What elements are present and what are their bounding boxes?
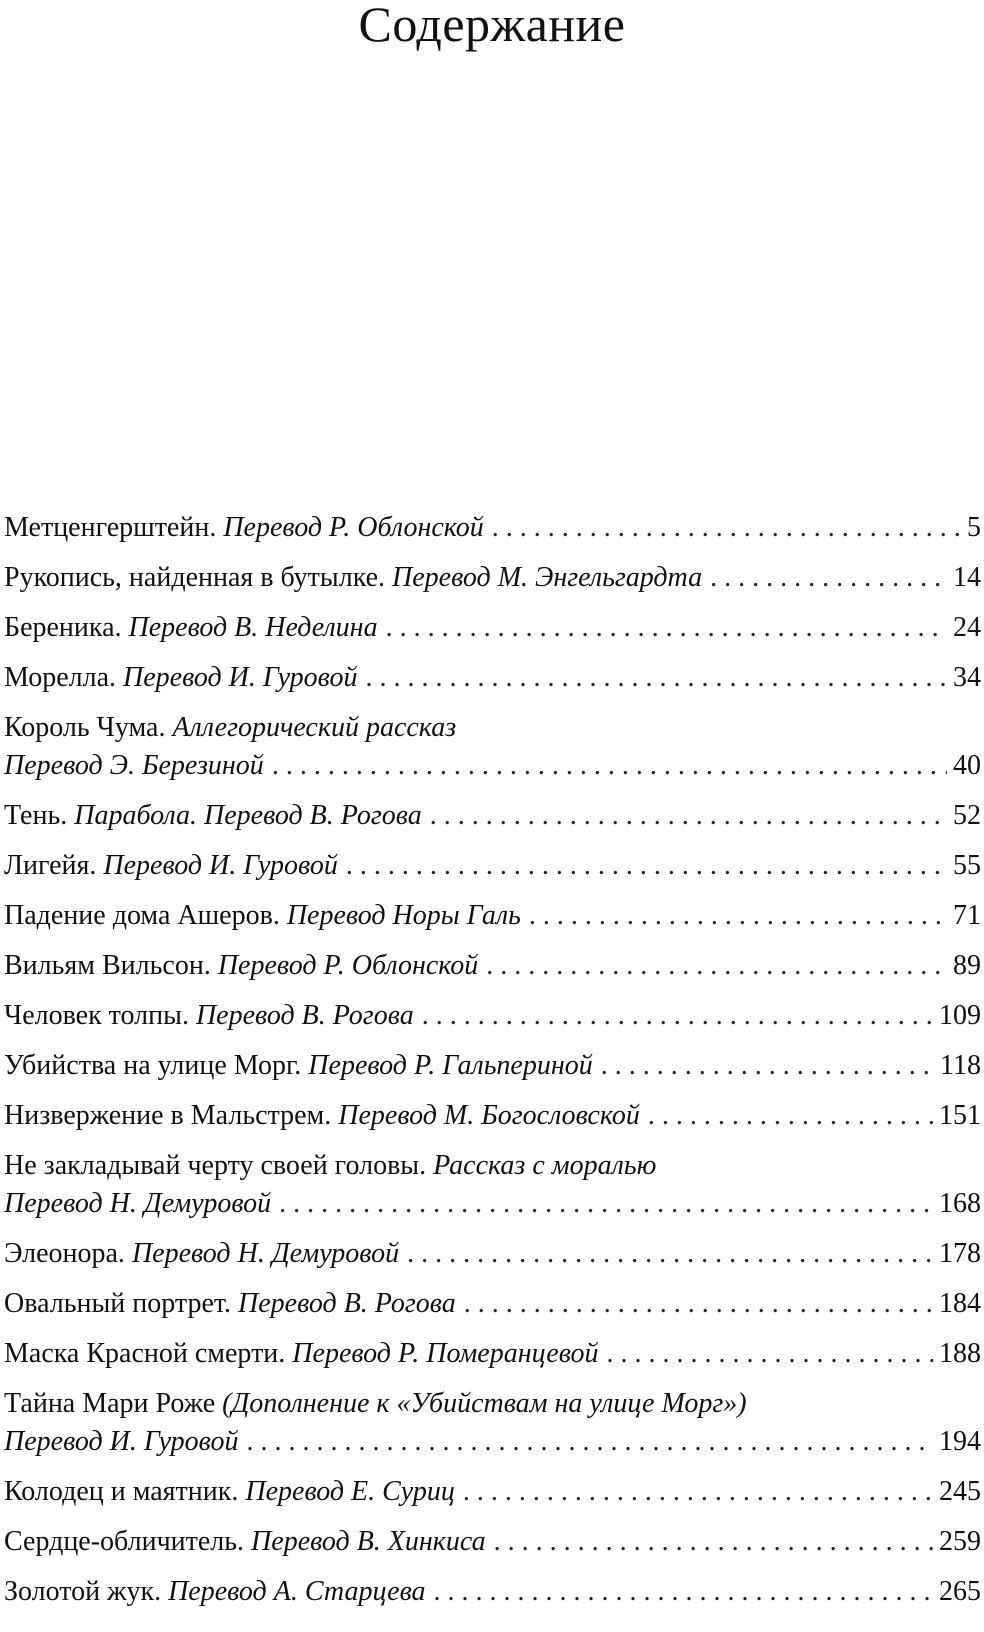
toc-entry-page: 55 [953, 850, 981, 881]
toc-entry-translator: Перевод М. Энгельгардта [392, 562, 703, 593]
toc-entry[interactable] [4, 1573, 981, 1611]
dot-leader [463, 1473, 933, 1511]
toc-entry-translator: Перевод Е. Суриц [245, 1476, 455, 1507]
toc-entry-page: 109 [939, 1000, 981, 1031]
toc-entry-page: 151 [939, 1100, 981, 1131]
toc-entry[interactable] [4, 1285, 981, 1323]
toc-entry-translator: Перевод В. Рогова [195, 1000, 414, 1031]
toc-entry-title: Тайна Мари Роже [4, 1388, 216, 1419]
toc-entry[interactable] [4, 797, 981, 835]
toc-entry-page: 194 [939, 1426, 981, 1457]
table-of-contents [4, 509, 981, 1623]
dot-leader [601, 1047, 934, 1085]
dot-leader [529, 897, 947, 935]
dot-leader [494, 1523, 933, 1561]
toc-entry[interactable] [4, 1523, 981, 1561]
toc-entry-translator: Перевод М. Богословской [338, 1100, 640, 1131]
toc-entry-title: Человек толпы. [4, 1000, 189, 1031]
toc-entry-translator: Перевод И. Гуровой [123, 662, 358, 693]
toc-entry[interactable] [4, 897, 981, 935]
toc-entry-page: 168 [939, 1188, 981, 1219]
dot-leader [464, 1285, 933, 1323]
toc-entry-translator: Перевод Н. Демуровой [4, 1188, 272, 1219]
toc-entry-translator: Перевод Р. Гальпериной [308, 1050, 593, 1081]
page-title: Содержание [358, 0, 626, 52]
toc-entry-translator: Перевод В. Рогова [238, 1288, 456, 1319]
dot-leader [386, 609, 947, 647]
toc-entry-title: Элеонора. [4, 1238, 125, 1269]
toc-entry-translator: Перевод Р. Померанцевой [292, 1338, 599, 1369]
toc-entry-page: 184 [939, 1288, 981, 1319]
dot-leader [246, 1423, 933, 1461]
toc-entry-translator: Парабола. Перевод В. Рогова [74, 800, 422, 831]
toc-entry-subtitle: (Дополнение к «Убийствам на улице Морг») [222, 1388, 747, 1419]
toc-entry-page: 40 [953, 750, 981, 781]
dot-leader [430, 797, 947, 835]
toc-entry-translator: Перевод Р. Облонской [223, 512, 484, 543]
toc-entry-page: 24 [953, 612, 981, 643]
toc-entry-page: 52 [953, 800, 981, 831]
toc-entry[interactable] [4, 559, 981, 597]
toc-entry-page: 178 [939, 1238, 981, 1269]
dot-leader [648, 1097, 933, 1135]
toc-entry[interactable] [4, 1097, 981, 1135]
toc-entry[interactable] [4, 997, 981, 1035]
toc-entry-title: Метценгерштейн. [4, 512, 217, 543]
toc-entry[interactable] [4, 609, 981, 647]
toc-entry-translator: Перевод И. Гуровой [103, 850, 338, 881]
dot-leader [607, 1335, 933, 1373]
toc-entry-title: Береника. [4, 612, 122, 643]
toc-entry-title: Золотой жук. [4, 1576, 162, 1607]
toc-entry-page: 14 [953, 562, 981, 593]
toc-entry-translator: Перевод И. Гуровой [4, 1426, 239, 1457]
toc-entry-title: Колодец и маятник. [4, 1476, 239, 1507]
dot-leader [365, 659, 947, 697]
toc-entry-title: Низвержение в Мальстрем. [4, 1100, 332, 1131]
toc-entry[interactable] [4, 1335, 981, 1373]
dot-leader [346, 847, 947, 885]
toc-entry-title: Сердце-обличитель. [4, 1526, 245, 1557]
toc-entry[interactable] [4, 847, 981, 885]
toc-entry-title: Морелла. [4, 662, 116, 693]
toc-entry-translator: Перевод Н. Демуровой [131, 1238, 400, 1269]
dot-leader [434, 1573, 933, 1611]
toc-entry-title: Вильям Вильсон. [4, 950, 211, 981]
toc-entry[interactable] [4, 659, 981, 697]
toc-entry-subtitle: Аллегорический рассказ [172, 712, 457, 743]
toc-entry[interactable] [4, 709, 981, 785]
dot-leader [279, 1185, 933, 1223]
toc-entry-translator: Перевод В. Хинкиса [251, 1526, 486, 1557]
toc-entry-title: Падение дома Ашеров. [4, 900, 280, 931]
toc-entry-translator: Перевод Э. Березиной [4, 750, 264, 781]
toc-entry[interactable] [4, 1147, 981, 1223]
toc-entry-title: Овальный портрет. [4, 1288, 232, 1319]
toc-entry-page: 71 [953, 900, 981, 931]
toc-entry-translator: Перевод А. Старцева [168, 1576, 426, 1607]
toc-entry-title: Не закладывай черту своей головы. [4, 1150, 427, 1181]
toc-entry-title: Убийства на улице Морг. [4, 1050, 302, 1081]
toc-entry-title: Тень. [4, 800, 68, 831]
toc-entry-page: 89 [953, 950, 981, 981]
toc-entry-page: 245 [939, 1476, 981, 1507]
toc-entry-translator: Перевод Норы Галь [286, 900, 521, 931]
toc-entry[interactable] [4, 1047, 981, 1085]
toc-entry[interactable] [4, 1385, 981, 1461]
toc-entry-page: 34 [953, 662, 981, 693]
toc-entry-title: Король Чума. [4, 712, 166, 743]
dot-leader [272, 747, 947, 785]
dot-leader [486, 947, 947, 985]
toc-entry-title: Рукопись, найденная в бутылке. [4, 562, 386, 593]
toc-entry-page: 259 [939, 1526, 981, 1557]
toc-entry-title: Лигейя. [4, 850, 97, 881]
dot-leader [422, 997, 933, 1035]
toc-entry[interactable] [4, 947, 981, 985]
toc-entry[interactable] [4, 509, 981, 547]
dot-leader [710, 559, 947, 597]
toc-entry-page: 118 [940, 1050, 981, 1081]
toc-entry-translator: Перевод В. Неделина [128, 612, 378, 643]
toc-entry-page: 5 [967, 512, 981, 543]
toc-entry-translator: Перевод Р. Облонской [217, 950, 479, 981]
toc-entry-subtitle: Рассказ с моралью [433, 1150, 657, 1181]
toc-entry-page: 265 [939, 1576, 981, 1607]
toc-entry[interactable] [4, 1473, 981, 1511]
toc-entry[interactable] [4, 1235, 981, 1273]
dot-leader [492, 509, 961, 547]
toc-entry-title: Маска Красной смерти. [4, 1338, 286, 1369]
dot-leader [407, 1235, 933, 1273]
toc-entry-page: 188 [939, 1338, 981, 1369]
